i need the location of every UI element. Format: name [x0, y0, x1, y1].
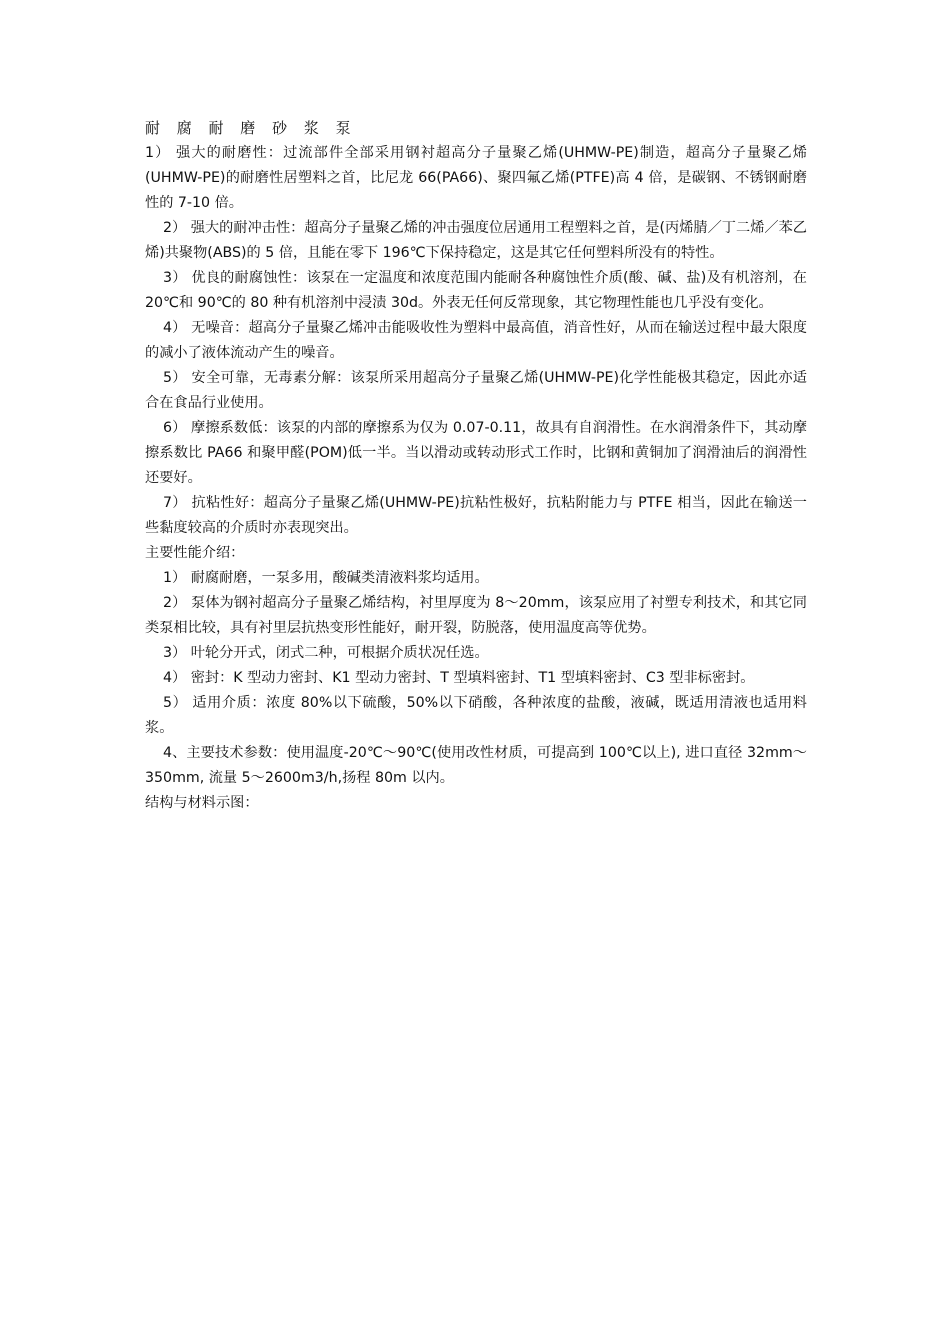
feature-paragraph-6: 6） 摩擦系数低：该泵的内部的摩擦系为仅为 0.07-0.11，故具有自润滑性。在水润滑条件下，其动摩擦系数比 PA66 和聚甲醛(POM)低一半。当以滑动或转动形式工作时，比钢和黄铜加了润滑油后的润滑性还要好。	[145, 420, 807, 486]
performance-item-1: 1） 耐腐耐磨，一泵多用，酸碱类清液料浆均适用。	[163, 570, 489, 586]
structure-heading: 结构与材料示图：	[145, 795, 259, 811]
main-performance-heading: 主要性能介绍：	[145, 545, 245, 561]
document-body	[145, 116, 807, 816]
feature-paragraph-5: 5） 安全可靠，无毒素分解：该泵所采用超高分子量聚乙烯(UHMW-PE)化学性能极其稳定，因此亦适合在食品行业使用。	[145, 370, 807, 411]
feature-paragraph-7: 7） 抗粘性好：超高分子量聚乙烯(UHMW-PE)抗粘性极好，抗粘附能力与 PTFE 相当，因此在输送一些黏度较高的介质时亦表现突出。	[145, 495, 807, 536]
performance-item-3: 3） 叶轮分开式，闭式二种，可根据介质状况任选。	[163, 645, 489, 661]
performance-item-5: 5） 适用介质：浓度 80%以下硫酸，50%以下硝酸，各种浓度的盐酸，液碱，既适用清液也适用料浆。	[145, 695, 807, 736]
feature-paragraph-3: 3） 优良的耐腐蚀性：该泵在一定温度和浓度范围内能耐各种腐蚀性介质(酸、碱、盐)及有机溶剂，在 20℃和 90℃的 80 种有机溶剂中浸渍 30d。外表无任何反常现象，其它物理性能也几乎没有变化。	[145, 270, 807, 311]
feature-paragraph-2: 2） 强大的耐冲击性：超高分子量聚乙烯的冲击强度位居通用工程塑料之首，是(丙烯腈／丁二烯／苯乙烯)共聚物(ABS)的 5 倍，且能在零下 196℃下保持稳定，这是其它任何塑料所没有的特性。	[145, 220, 807, 261]
feature-paragraph-1: 1） 强大的耐磨性：过流部件全部采用钢衬超高分子量聚乙烯(UHMW-PE)制造，超高分子量聚乙烯(UHMW-PE)的耐磨性居塑料之首，比尼龙 66(PA66)、聚四氟乙烯(PTFE)高 4 倍，是碳钢、不锈钢耐磨性的 7-10 倍。	[145, 145, 807, 211]
performance-item-4: 4） 密封：K 型动力密封、K1 型动力密封、T 型填料密封、T1 型填料密封、C3 型非标密封。	[163, 670, 755, 686]
document-title: 耐 腐 耐 磨 砂 浆 泵	[145, 119, 357, 137]
performance-item-2: 2） 泵体为钢衬超高分子量聚乙烯结构，衬里厚度为 8～20mm，该泵应用了衬塑专利技术，和其它同类泵相比较，具有衬里层抗热变形性能好，耐开裂，防脱落，使用温度高等优势。	[145, 595, 807, 636]
tech-params-paragraph: 4、主要技术参数：使用温度-20℃～90℃(使用改性材质，可提高到 100℃以上), 进口直径 32mm～350mm, 流量 5～2600m3/h,扬程 80m 以内。	[145, 745, 807, 786]
feature-paragraph-4: 4） 无噪音：超高分子量聚乙烯冲击能吸收性为塑料中最高值，消音性好，从而在输送过程中最大限度的减小了液体流动产生的噪音。	[145, 320, 807, 361]
